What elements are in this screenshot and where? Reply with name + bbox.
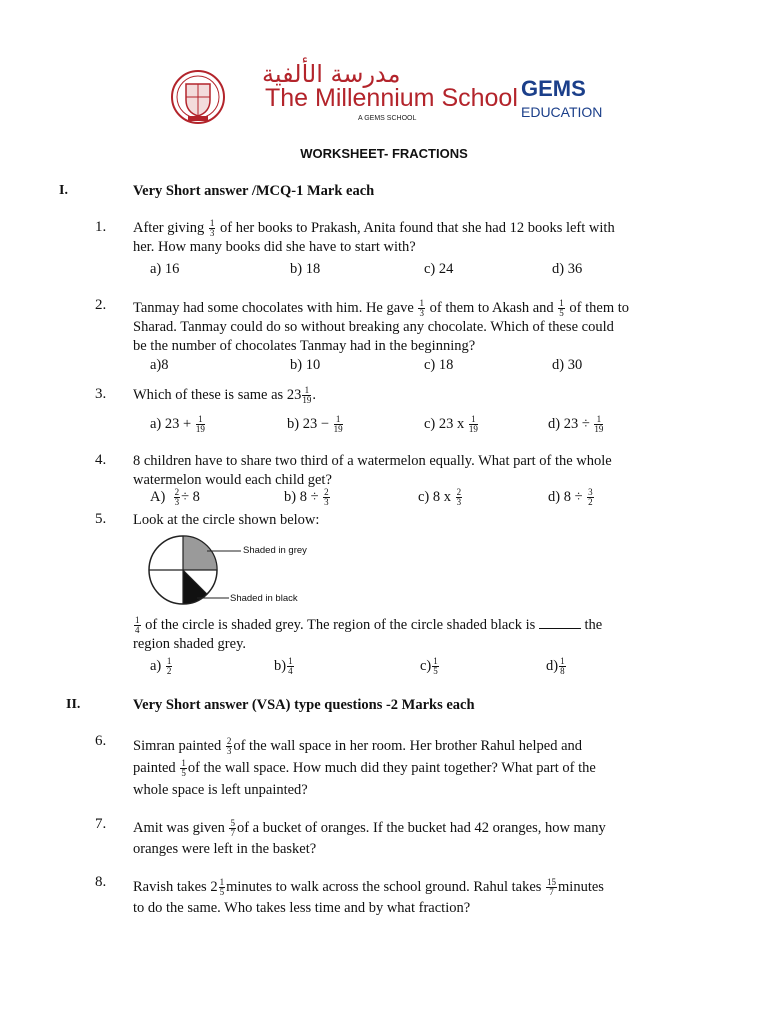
option-a: a) 23 + $\frac{1}{19}$ [150, 414, 205, 434]
answer-blank [539, 618, 581, 629]
label-black: Shaded in black [230, 593, 298, 604]
question-text: Amit was given $\frac{5}{7}$ of a bucket of oranges. If the bucket had 42 oranges, how many oranges were left in the basket? [133, 818, 606, 857]
question-number: 2. [95, 297, 107, 313]
question-text: After giving $\frac{1}{3}$ of her books to Prakash, Anita found that she had 12 books left with her. How many books did she have to start with? [133, 218, 615, 256]
option-d: d) 30 [552, 357, 583, 373]
fraction: $\frac{1}{19}$ [302, 385, 312, 406]
option-c: c) 18 [424, 357, 454, 373]
fraction: $\frac{1}{5}$ [559, 298, 564, 319]
option-a: a) $\frac{1}{2}$ [150, 656, 172, 676]
label-grey: Shaded in grey [243, 545, 307, 556]
question-text: Simran painted $\frac{2}{3}$ of the wall space in her room. Her brother Rahul helped and painted $\frac{1}{5}$ of the wall space. How much did they paint together? What part of the whole space is left unpainted? [133, 736, 596, 798]
fraction: $\frac{1}{3}$ [209, 218, 215, 239]
option-b: b) $\frac{1}{4}$ [274, 656, 293, 676]
fraction: $\frac{1}{3}$ [419, 298, 424, 319]
option-d: d) 36 [552, 261, 583, 277]
school-crest-icon [170, 66, 226, 128]
question-text: Ravish takes 2 $\frac{1}{5}$ minutes to walk across the school ground. Rahul takes $\frac{15}{7}$ minutes to do the same. Who takes less time and by what fraction? [133, 877, 604, 916]
section-title: Very Short answer (VSA) type questions -2 Marks each [133, 697, 475, 713]
option-d: d) 8 ÷ $\frac{3}{2}$ [548, 487, 593, 507]
question-text: $\frac{1}{4}$ of the circle is shaded grey. The region of the circle shaded black is the region shaded grey. [133, 615, 603, 653]
option-b: b) 18 [290, 261, 321, 277]
fraction: $\frac{1}{5}$ [219, 877, 225, 898]
section-title: Very Short answer /MCQ-1 Mark each [133, 183, 375, 199]
gems-logo: GEMS [521, 76, 586, 101]
option-a: a)8 [150, 357, 169, 373]
school-subtitle: A GEMS SCHOOL [358, 115, 417, 122]
question-number: 3. [95, 386, 107, 402]
option-a: A) $\frac{2}{3}$ ÷ 8 [150, 487, 200, 507]
gems-education-label: EDUCATION [521, 104, 603, 120]
fraction: $\frac{5}{7}$ [230, 818, 235, 839]
question-number: 7. [95, 816, 107, 832]
question-number: 6. [95, 733, 107, 749]
question-text: Which of these is same as 23 $\frac{1}{19}$ . [133, 385, 316, 406]
question-number: 5. [95, 511, 107, 527]
question-text: 8 children have to share two third of a watermelon equally. What part of the whole watermelon would each child get? [133, 453, 612, 488]
option-d: d) 23 ÷ $\frac{1}{19}$ [548, 414, 604, 434]
option-c: c) 23 x $\frac{1}{19}$ [424, 414, 478, 434]
school-name-arabic: مدرسة الألفية [262, 60, 401, 88]
option-c: c) 8 x $\frac{2}{3}$ [418, 487, 462, 507]
school-name: The Millennium School [265, 84, 518, 112]
section-number: II. [66, 697, 81, 712]
question-number: 8. [95, 874, 107, 890]
option-a: a) 16 [150, 261, 180, 277]
option-b: b) 8 ÷ $\frac{2}{3}$ [284, 487, 329, 507]
fraction: $\frac{15}{7}$ [547, 877, 557, 898]
question-number: 4. [95, 452, 107, 468]
question-text: Tanmay had some chocolates with him. He gave $\frac{1}{3}$ of them to Akash and $\frac{1}{5}$ of them to Sharad. Tanmay could do so without breaking any chocolate. Which of these could be the number of chocolates Tanmay had in the beginning? [133, 298, 630, 355]
fraction: $\frac{2}{3}$ [226, 736, 232, 757]
question-number: 1. [95, 219, 107, 235]
question-text: Look at the circle shown below: [133, 512, 320, 528]
section-number: I. [59, 183, 68, 198]
option-d: d) $\frac{1}{8}$ [546, 656, 565, 676]
option-b: b) 10 [290, 357, 321, 373]
option-c: c) $\frac{1}{5}$ [420, 656, 438, 676]
fraction: $\frac{1}{5}$ [181, 758, 186, 779]
worksheet-title: WORKSHEET- FRACTIONS [300, 146, 468, 161]
option-c: c) 24 [424, 261, 454, 277]
option-b: b) 23 − $\frac{1}{19}$ [287, 414, 343, 434]
fraction: $\frac{1}{4}$ [135, 615, 140, 636]
